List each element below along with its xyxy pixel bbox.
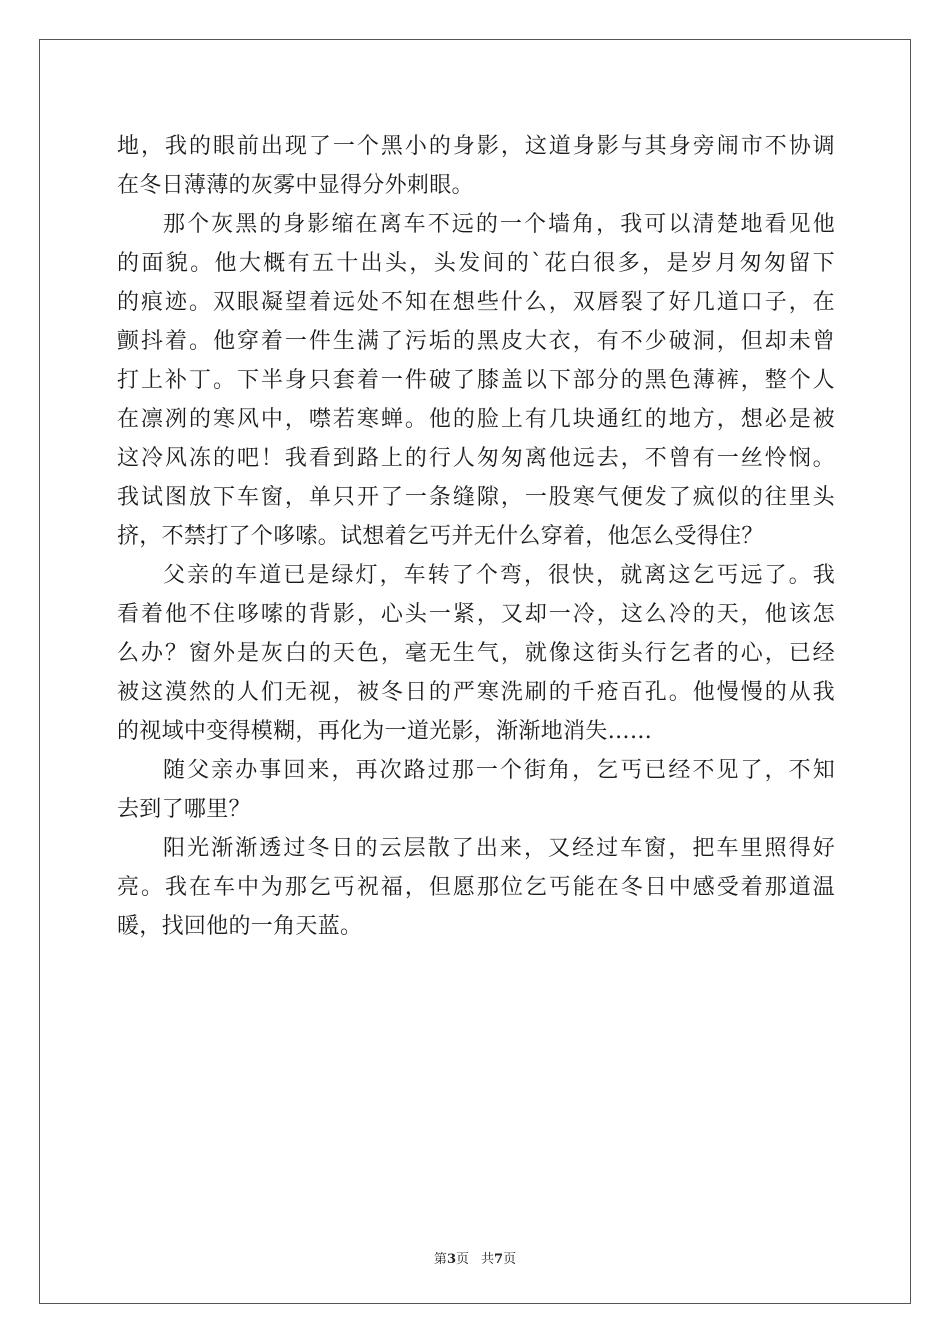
page-prefix: 第: [433, 1252, 447, 1267]
total-pages: 7: [494, 1252, 504, 1267]
total-prefix: 共: [481, 1252, 495, 1267]
text-line: 看着他不住哆嗦的背影，心头一紧，又却一冷，这么冷的天，他该怎: [117, 602, 835, 627]
text-line: 亮。我在车中为那乞丐祝福，但愿那位乞丐能在冬日中感受着那道温: [117, 875, 835, 900]
total-suffix: 页: [503, 1252, 517, 1267]
text-line: 被这漠然的人们无视，被冬日的严寒洗刷的千疮百孔。他慢慢的从我: [117, 680, 835, 705]
text-line: 的视域中变得模糊，再化为一道光影，渐渐地消失……: [117, 719, 653, 744]
text-line: 挤，不禁打了个哆嗦。试想着乞丐并无什么穿着，他怎么受得住？: [117, 524, 764, 549]
page-footer: [0, 1248, 950, 1267]
document-body: [117, 127, 835, 946]
text-line: 去到了哪里？: [117, 797, 251, 822]
page-number: 3: [446, 1252, 456, 1267]
text-line: 打上补丁。下半身只套着一件破了膝盖以下部分的黑色薄裤，整个人: [117, 368, 835, 393]
text-line: 那个灰黑的身影缩在离车不远的一个墙角，我可以清楚地看见他: [163, 212, 835, 237]
text-line: 么办？窗外是灰白的天色，毫无生气，就像这街头行乞者的心，已经: [117, 641, 835, 666]
text-line: 颤抖着。他穿着一件生满了污垢的黑皮大衣，有不少破洞，但却未曾: [117, 329, 835, 354]
text-line: 阳光渐渐透过冬日的云层散了出来，又经过车窗，把车里照得好: [163, 836, 835, 861]
page-suffix: 页: [455, 1252, 469, 1267]
text-line: 在凛冽的寒风中，噤若寒蝉。他的脸上有几块通红的地方，想必是被: [117, 407, 835, 432]
text-line: 地，我的眼前出现了一个黑小的身影，这道身影与其身旁闹市不协调: [117, 134, 835, 159]
text-line: 的痕迹。双眼凝望着远处不知在想些什么，双唇裂了好几道口子，在: [117, 290, 835, 315]
text-line: 随父亲办事回来，再次路过那一个街角，乞丐已经不见了，不知: [163, 758, 835, 783]
text-line: 在冬日薄薄的灰雾中显得分外刺眼。: [117, 173, 474, 198]
text-line: 我试图放下车窗，单只开了一条缝隙，一股寒气便发了疯似的往里头: [117, 485, 835, 510]
text-line: 的面貌。他大概有五十出头，头发间的`花白很多，是岁月匆匆留下: [117, 251, 835, 276]
text-line: 父亲的车道已是绿灯，车转了个弯，很快，就离这乞丐远了。我: [163, 563, 835, 588]
text-line: 这冷风冻的吧！我看到路上的行人匆匆离他远去，不曾有一丝怜悯。: [117, 446, 835, 471]
text-line: 暖，找回他的一角天蓝。: [117, 914, 363, 939]
